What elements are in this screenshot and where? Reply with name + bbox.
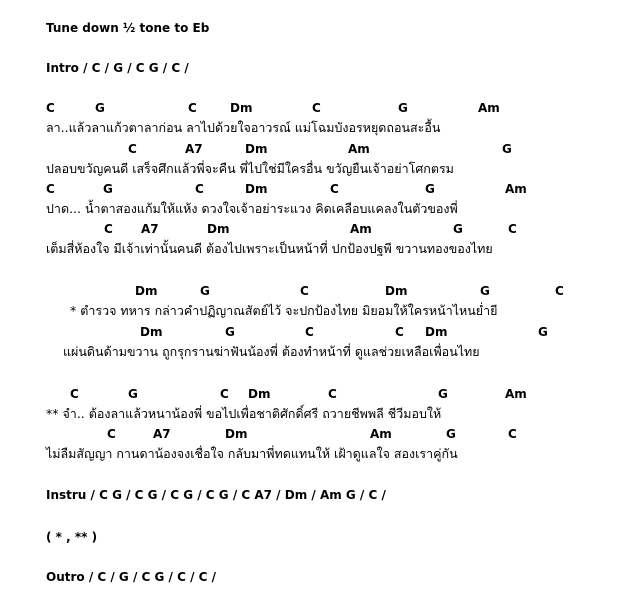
chord: C [312, 101, 321, 115]
chord: C [555, 284, 564, 298]
tuning-note: Tune down ½ tone to Eb [46, 21, 210, 35]
chord: Dm [245, 182, 268, 196]
chord: C [107, 427, 116, 441]
chord: G [95, 101, 105, 115]
intro-line: Intro / C / G / C G / C / [46, 61, 189, 75]
chord: Am [505, 182, 527, 196]
chord: Am [478, 101, 500, 115]
lyric-line: ปลอบขวัญคนดี เสร็จศึกแล้วพี่จะคืน พี่ไปใช่มีใครอื่น ขวัญยืนเจ้าอย่าโศกตรม [46, 161, 454, 176]
chord: G [538, 325, 548, 339]
instru-line: Instru / C G / C G / C G / C G / C A7 / Dm / Am G / C / [46, 488, 386, 502]
repeat-line: ( * , ** ) [46, 530, 98, 544]
chord: Dm [135, 284, 158, 298]
chord: G [446, 427, 456, 441]
chord: Dm [425, 325, 448, 339]
chord: Am [370, 427, 392, 441]
chord: G [425, 182, 435, 196]
chord: C [195, 182, 204, 196]
chord: Dm [248, 387, 271, 401]
chord: Dm [140, 325, 163, 339]
chord: G [103, 182, 113, 196]
chord: Am [350, 222, 372, 236]
chord: A7 [153, 427, 171, 441]
lyric-line: * ตำรวจ ทหาร กล่าวคำปฏิญาณสัตย์ไว้ จะปกป้องไทย มิยอมให้ใครหน้าไหนย่ำยี [70, 303, 498, 318]
lyric-line: ลา..แล้วลาแก้วตาลาก่อน ลาไปด้วยใจอาวรณ์ แม่โฉมบังอรหยุดถอนสะอื้น [46, 120, 441, 135]
chord: A7 [185, 142, 203, 156]
chord: Dm [225, 427, 248, 441]
chord: C [508, 222, 517, 236]
lyric-line: ** จำ.. ต้องลาแล้วหนาน้องพี่ ขอไปเพื่อชาติศักดิ์ศรี ถวายชีพพลี ชีวีมอบให้ [46, 406, 442, 421]
chord: G [480, 284, 490, 298]
chord: C [128, 142, 137, 156]
chord: C [395, 325, 404, 339]
lyric-line: เต็มสี่ห้องใจ มีเจ้าเท่านั้นคนดี ต้องไปเพราะเป็นหน้าที่ ปกป้องปฐพี ขวานทองของไทย [46, 241, 493, 256]
chord: C [508, 427, 517, 441]
chord: G [398, 101, 408, 115]
chord: G [438, 387, 448, 401]
chord: C [46, 101, 55, 115]
chord: G [200, 284, 210, 298]
chord: Dm [385, 284, 408, 298]
chord: Dm [245, 142, 268, 156]
chord: C [328, 387, 337, 401]
chord: C [305, 325, 314, 339]
chord: Dm [207, 222, 230, 236]
chord: C [188, 101, 197, 115]
lyric-line: ปาด... น้ำตาสองแก้มให้แห้ง ดวงใจเจ้าอย่าระแวง คิดเคลือบแคลงในตัวของพี่ [46, 201, 458, 216]
chord: Am [348, 142, 370, 156]
chord: C [330, 182, 339, 196]
chord: C [220, 387, 229, 401]
chord: C [300, 284, 309, 298]
chord: Am [505, 387, 527, 401]
lyric-line: ไม่ลืมสัญญา กานดาน้องจงเชื่อใจ กลับมาพี่ทดแทนให้ เฝ้าดูแลใจ สองเราคู่กัน [46, 446, 458, 461]
chord: G [225, 325, 235, 339]
chord: C [104, 222, 113, 236]
chord: G [128, 387, 138, 401]
outro-line: Outro / C / G / C G / C / C / [46, 570, 216, 584]
chord: G [453, 222, 463, 236]
chord: A7 [141, 222, 159, 236]
chord: C [70, 387, 79, 401]
chord: G [502, 142, 512, 156]
chord: C [46, 182, 55, 196]
lyric-line: แผ่นดินด้ามขวาน ถูกรุกรานฆ่าฟันน้องพี่ ต้องทำหน้าที่ ดูแลช่วยเหลือเพื่อนไทย [63, 344, 480, 359]
chord: Dm [230, 101, 253, 115]
